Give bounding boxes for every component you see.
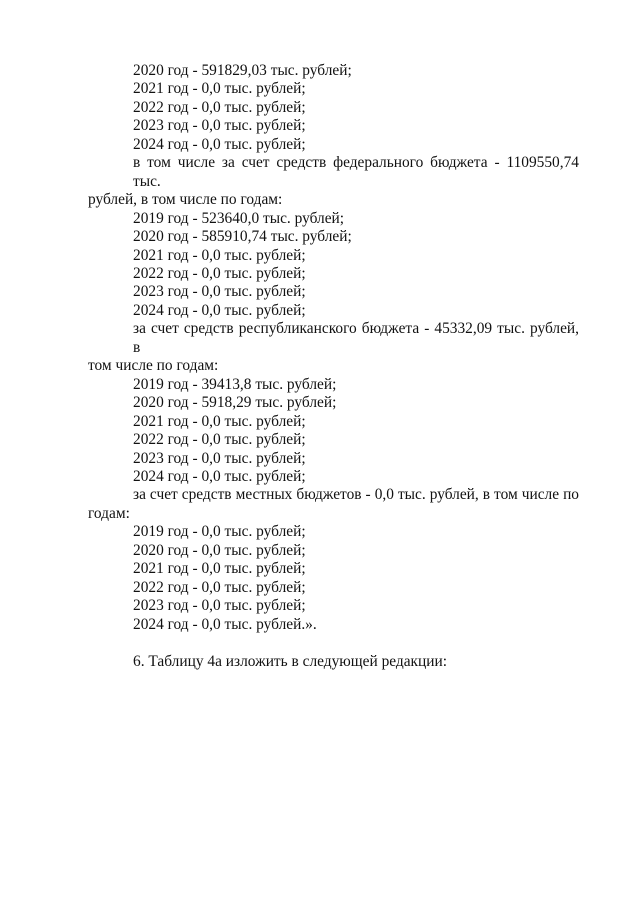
year-line: 2024 год - 0,0 тыс. рублей.».	[133, 615, 317, 633]
federal-budget-line-2: рублей, в том числе по годам:	[88, 191, 283, 209]
year-line: 2021 год - 0,0 тыс. рублей;	[133, 560, 306, 578]
year-line: 2021 год - 0,0 тыс. рублей;	[133, 246, 306, 264]
year-line: 2019 год - 39413,8 тыс. рублей;	[133, 375, 337, 393]
year-line: 2019 год - 523640,0 тыс. рублей;	[133, 209, 345, 227]
year-line: 2023 год - 0,0 тыс. рублей;	[133, 449, 306, 467]
paragraph-gap	[88, 634, 579, 653]
local-budget-line-1: за счет средств местных бюджетов - 0,0 тыс. рублей, в том числе по	[133, 486, 579, 504]
year-line: 2023 год - 0,0 тыс. рублей;	[133, 117, 306, 135]
item-6-heading: 6. Таблицу 4а изложить в следующей редакции:	[133, 652, 448, 670]
local-budget-line-2: годам:	[88, 504, 130, 522]
year-line: 2024 год - 0,0 тыс. рублей;	[133, 467, 306, 485]
republic-budget-line-1: за счет средств республиканского бюджета - 45332,09 тыс. рублей, в	[133, 320, 579, 356]
year-line: 2022 год - 0,0 тыс. рублей;	[133, 98, 306, 116]
federal-budget-line-1: в том числе за счет средств федерального бюджета - 1109550,74 тыс.	[133, 154, 579, 190]
year-line: 2023 год - 0,0 тыс. рублей;	[133, 597, 306, 615]
federal-budget-paragraph	[88, 154, 579, 209]
year-line: 2020 год - 5918,29 тыс. рублей;	[133, 394, 337, 412]
republic-budget-line-2: том числе по годам:	[88, 357, 219, 375]
year-line: 2022 год - 0,0 тыс. рублей;	[133, 431, 306, 449]
year-line: 2022 год - 0,0 тыс. рублей;	[133, 578, 306, 596]
republic-budget-paragraph	[88, 320, 579, 375]
year-line: 2019 год - 0,0 тыс. рублей;	[133, 523, 306, 541]
year-line: 2021 год - 0,0 тыс. рублей;	[133, 412, 306, 430]
year-line: 2020 год - 585910,74 тыс. рублей;	[133, 228, 352, 246]
year-line: 2023 год - 0,0 тыс. рублей;	[133, 283, 306, 301]
document-body	[88, 62, 579, 671]
year-line: 2022 год - 0,0 тыс. рублей;	[133, 264, 306, 282]
year-line: 2024 год - 0,0 тыс. рублей;	[133, 301, 306, 319]
year-line: 2020 год - 591829,03 тыс. рублей;	[133, 62, 352, 79]
year-line: 2020 год - 0,0 тыс. рублей;	[133, 541, 306, 559]
year-line: 2024 год - 0,0 тыс. рублей;	[133, 135, 306, 153]
local-budget-paragraph	[88, 486, 579, 523]
year-line: 2021 год - 0,0 тыс. рублей;	[133, 80, 306, 98]
